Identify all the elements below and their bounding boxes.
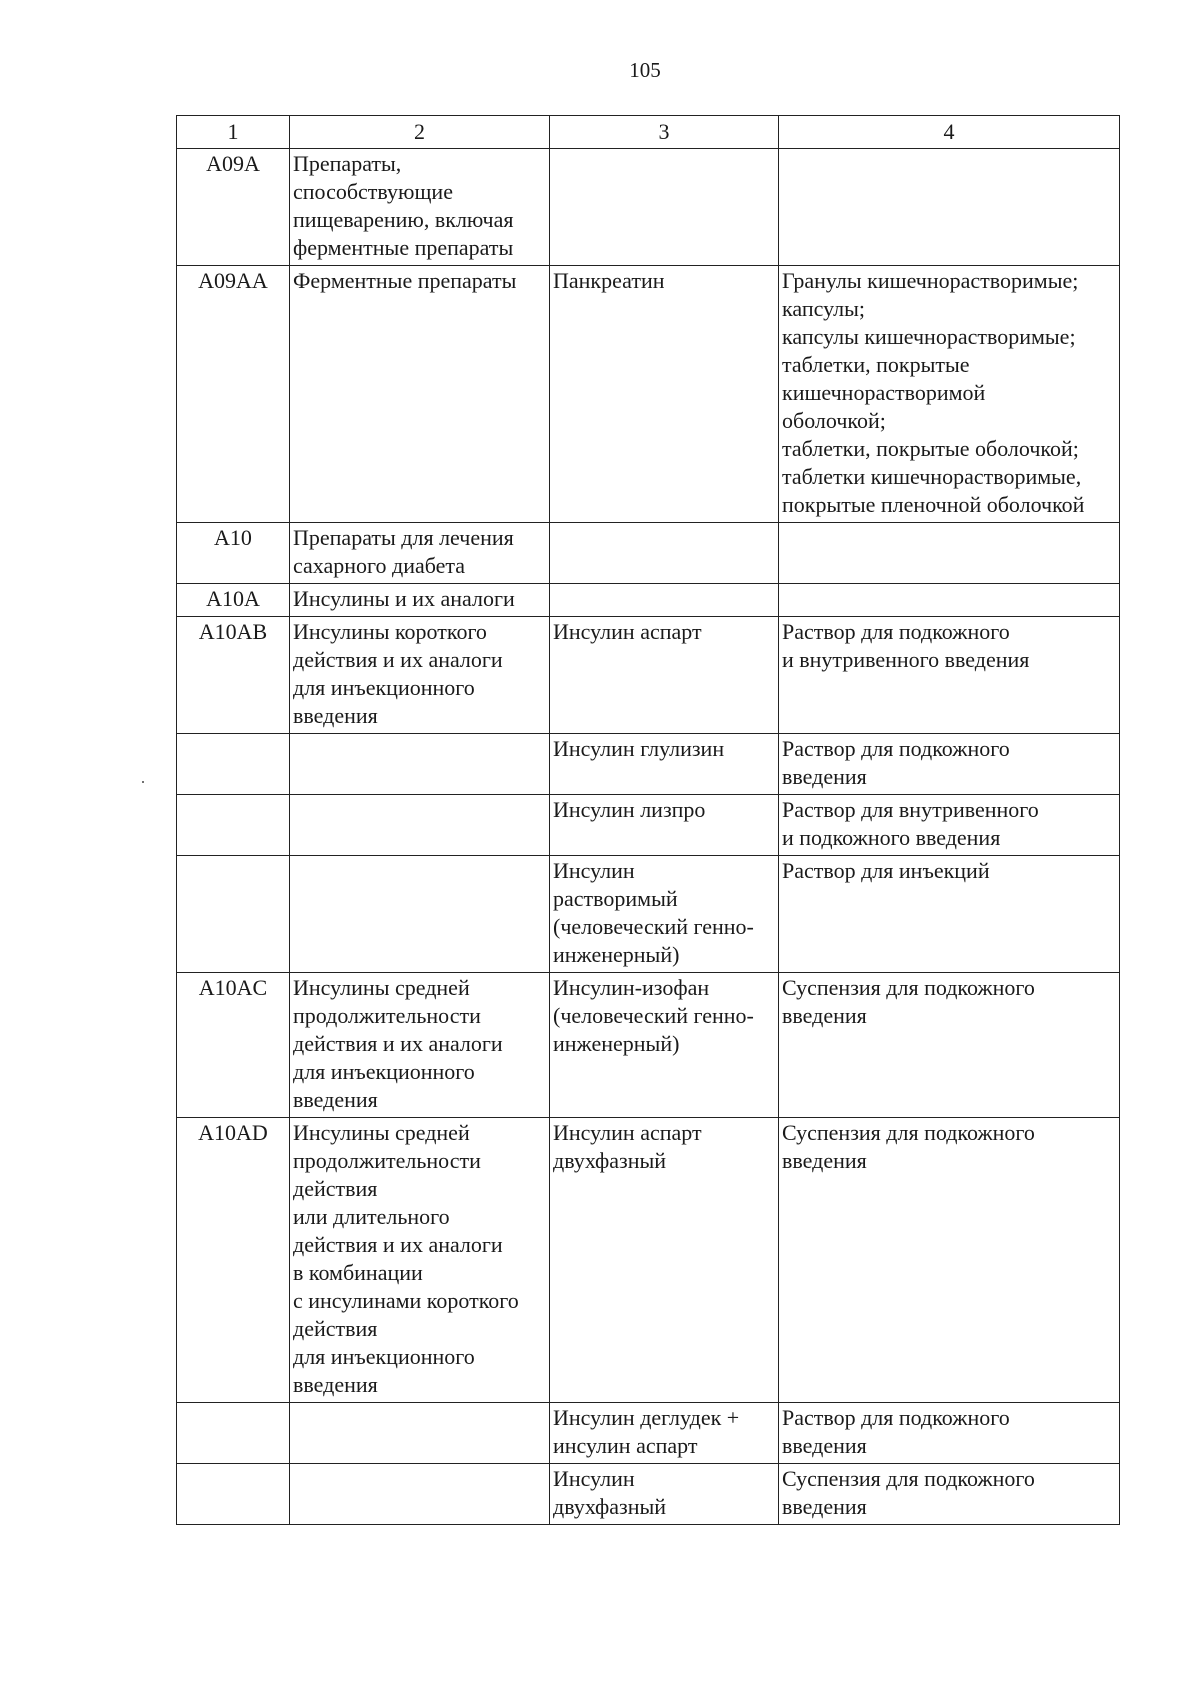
- table-row: [177, 1403, 1120, 1464]
- drug-name-cell: Инсулин двухфазный: [550, 1464, 779, 1525]
- table-row: [177, 617, 1120, 734]
- table-row: [177, 523, 1120, 584]
- table-row: [177, 266, 1120, 523]
- drug-table: [176, 115, 1120, 1525]
- table-row: [177, 1118, 1120, 1403]
- group-name-cell: Препараты, способствующие пищеварению, включая ферментные препараты: [290, 149, 550, 266]
- drug-name-cell: Инсулин аспарт: [550, 617, 779, 734]
- column-header-2: 2: [290, 116, 550, 149]
- table-row: [177, 149, 1120, 266]
- dosage-form-cell: Раствор для подкожного введения: [779, 734, 1120, 795]
- atc-code-cell: A10AD: [177, 1118, 290, 1403]
- dosage-form-cell: [779, 523, 1120, 584]
- dosage-form-cell: Гранулы кишечнорастворимые; капсулы; капсулы кишечнорастворимые; таблетки, покрытые кишечнорастворимой оболочкой; таблетки, покрытые оболочкой; таблетки кишечнорастворимые, покрытые пленочной оболочкой: [779, 266, 1120, 523]
- group-name-cell: [290, 1464, 550, 1525]
- dosage-form-cell: Раствор для инъекций: [779, 856, 1120, 973]
- column-header-1: 1: [177, 116, 290, 149]
- drug-name-cell: Панкреатин: [550, 266, 779, 523]
- group-name-cell: Инсулины средней продолжительности действия или длительного действия и их аналоги в комбинации с инсулинами короткого действия для инъекционного введения: [290, 1118, 550, 1403]
- table-row: [177, 973, 1120, 1118]
- drug-name-cell: [550, 584, 779, 617]
- scan-speck: [142, 781, 144, 783]
- column-header-4: 4: [779, 116, 1120, 149]
- table-row: [177, 856, 1120, 973]
- drug-name-cell: [550, 523, 779, 584]
- group-name-cell: [290, 1403, 550, 1464]
- drug-name-cell: Инсулин лизпро: [550, 795, 779, 856]
- table-row: [177, 795, 1120, 856]
- atc-code-cell: [177, 1403, 290, 1464]
- drug-name-cell: [550, 149, 779, 266]
- table-row: [177, 584, 1120, 617]
- dosage-form-cell: Суспензия для подкожного введения: [779, 1118, 1120, 1403]
- table-header-row: [177, 116, 1120, 149]
- atc-code-cell: A09AA: [177, 266, 290, 523]
- dosage-form-cell: [779, 149, 1120, 266]
- group-name-cell: [290, 856, 550, 973]
- drug-name-cell: Инсулин аспарт двухфазный: [550, 1118, 779, 1403]
- atc-code-cell: A10AC: [177, 973, 290, 1118]
- group-name-cell: Препараты для лечения сахарного диабета: [290, 523, 550, 584]
- table-row: [177, 734, 1120, 795]
- page-number: 105: [629, 58, 661, 82]
- atc-code-cell: A09A: [177, 149, 290, 266]
- drug-name-cell: Инсулин-изофан (человеческий генно- инженерный): [550, 973, 779, 1118]
- atc-code-cell: [177, 734, 290, 795]
- table-row: [177, 1464, 1120, 1525]
- group-name-cell: Инсулины средней продолжительности действия и их аналоги для инъекционного введения: [290, 973, 550, 1118]
- atc-code-cell: [177, 856, 290, 973]
- drug-name-cell: Инсулин глулизин: [550, 734, 779, 795]
- group-name-cell: Инсулины и их аналоги: [290, 584, 550, 617]
- group-name-cell: Ферментные препараты: [290, 266, 550, 523]
- dosage-form-cell: Раствор для подкожного и внутривенного введения: [779, 617, 1120, 734]
- group-name-cell: [290, 734, 550, 795]
- column-header-3: 3: [550, 116, 779, 149]
- dosage-form-cell: Суспензия для подкожного введения: [779, 973, 1120, 1118]
- dosage-form-cell: Раствор для внутривенного и подкожного введения: [779, 795, 1120, 856]
- dosage-form-cell: [779, 584, 1120, 617]
- group-name-cell: Инсулины короткого действия и их аналоги для инъекционного введения: [290, 617, 550, 734]
- atc-code-cell: A10AB: [177, 617, 290, 734]
- dosage-form-cell: Суспензия для подкожного введения: [779, 1464, 1120, 1525]
- group-name-cell: [290, 795, 550, 856]
- dosage-form-cell: Раствор для подкожного введения: [779, 1403, 1120, 1464]
- atc-code-cell: [177, 1464, 290, 1525]
- atc-code-cell: A10A: [177, 584, 290, 617]
- atc-code-cell: A10: [177, 523, 290, 584]
- drug-name-cell: Инсулин деглудек + инсулин аспарт: [550, 1403, 779, 1464]
- drug-name-cell: Инсулин растворимый (человеческий генно- инженерный): [550, 856, 779, 973]
- atc-code-cell: [177, 795, 290, 856]
